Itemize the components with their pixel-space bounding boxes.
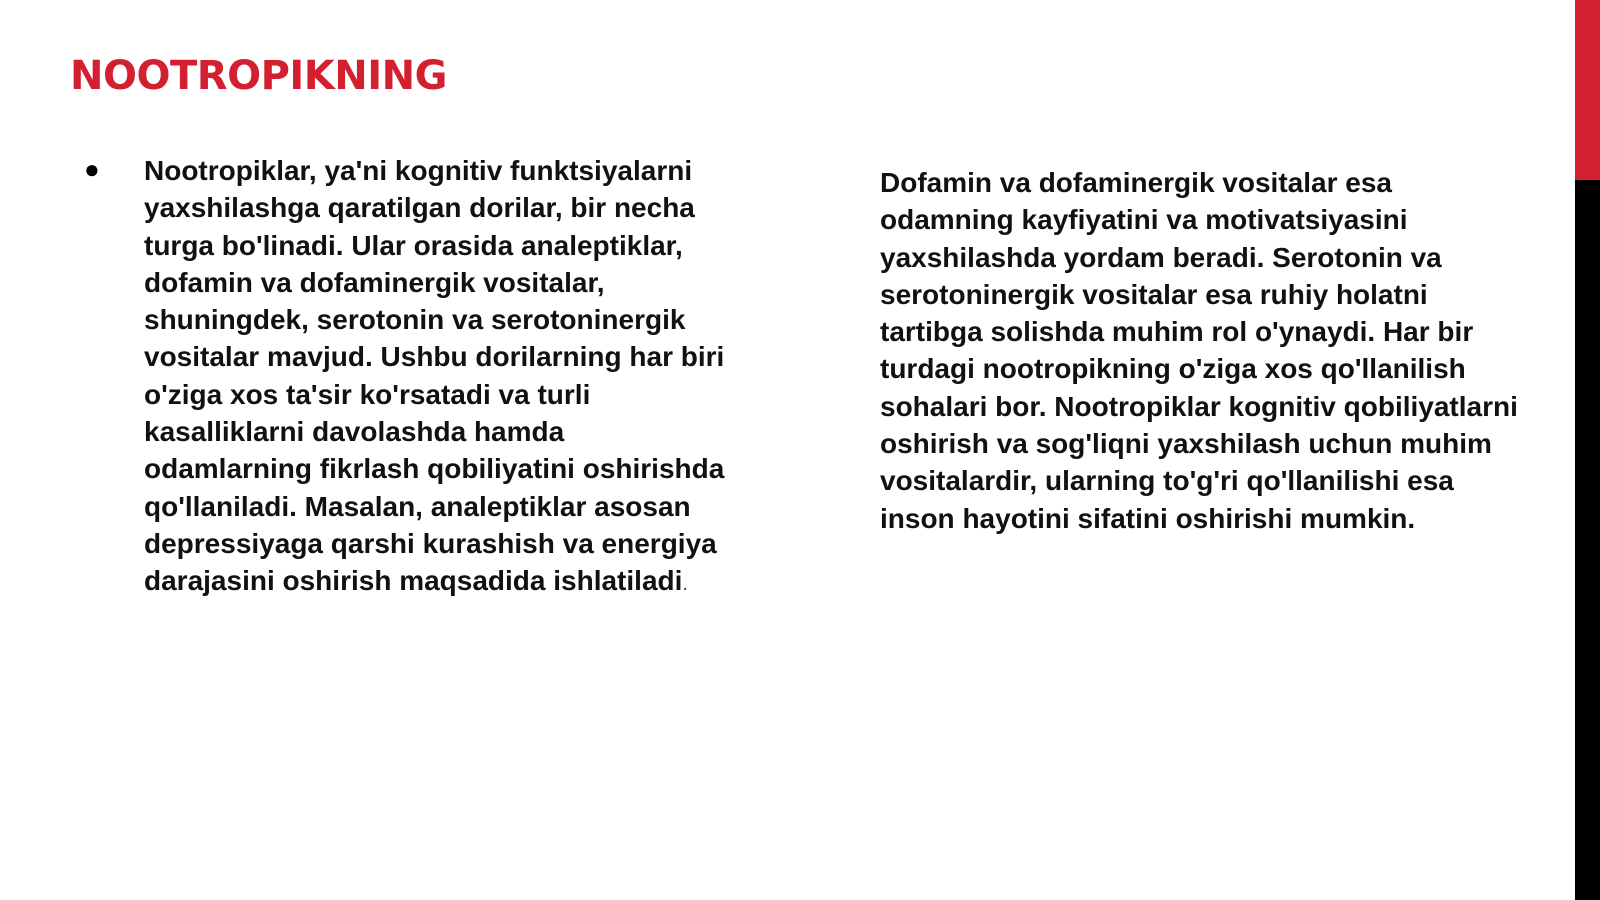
left-column <box>84 152 734 604</box>
left-paragraph-trailing-dot: . <box>682 573 688 596</box>
right-paragraph: Dofamin va dofaminergik vositalar esa odamning kayfiyatini va motivatsiyasini yaxshilashda yordam beradi. Serotonin va serotoninergik vositalar esa ruhiy holatni tartibga solishda muhim rol o'ynaydi. Har bir turdagi nootropikning o'ziga xos qo'llanilish sohalari bor. Nootropiklar kognitiv qobiliyatlarni oshirish va sog'liqni yaxshilash uchun muhim vositalardir, ularning to'g'ri qo'llanilishi esa inson hayotini sifatini oshirishi mumkin. <box>880 167 1518 534</box>
accent-bar-black <box>1575 180 1600 900</box>
left-paragraph <box>144 152 734 604</box>
bullet-icon: ● <box>84 154 100 184</box>
accent-bar-red <box>1575 0 1600 180</box>
slide-title: NOOTROPIKNING <box>70 53 447 99</box>
left-paragraph-text: Nootropiklar, ya'ni kognitiv funktsiyalarni yaxshilashga qaratilgan dorilar, bir necha turga bo'linadi. Ular orasida analeptiklar, dofamin va dofaminergik vositalar, shuningdek, serotonin va serotoninergik vositalar mavjud. Ushbu dorilarning har biri o'ziga xos ta'sir ko'rsatadi va turli kasalliklarni davolashda hamda odamlarning fikrlash qobiliyatini oshirishda qo'llaniladi. Masalan, analeptiklar asosan depressiyaga qarshi kurashish va energiya darajasini oshirish maqsadida ishlatiladi <box>144 155 725 597</box>
right-column <box>880 164 1520 537</box>
